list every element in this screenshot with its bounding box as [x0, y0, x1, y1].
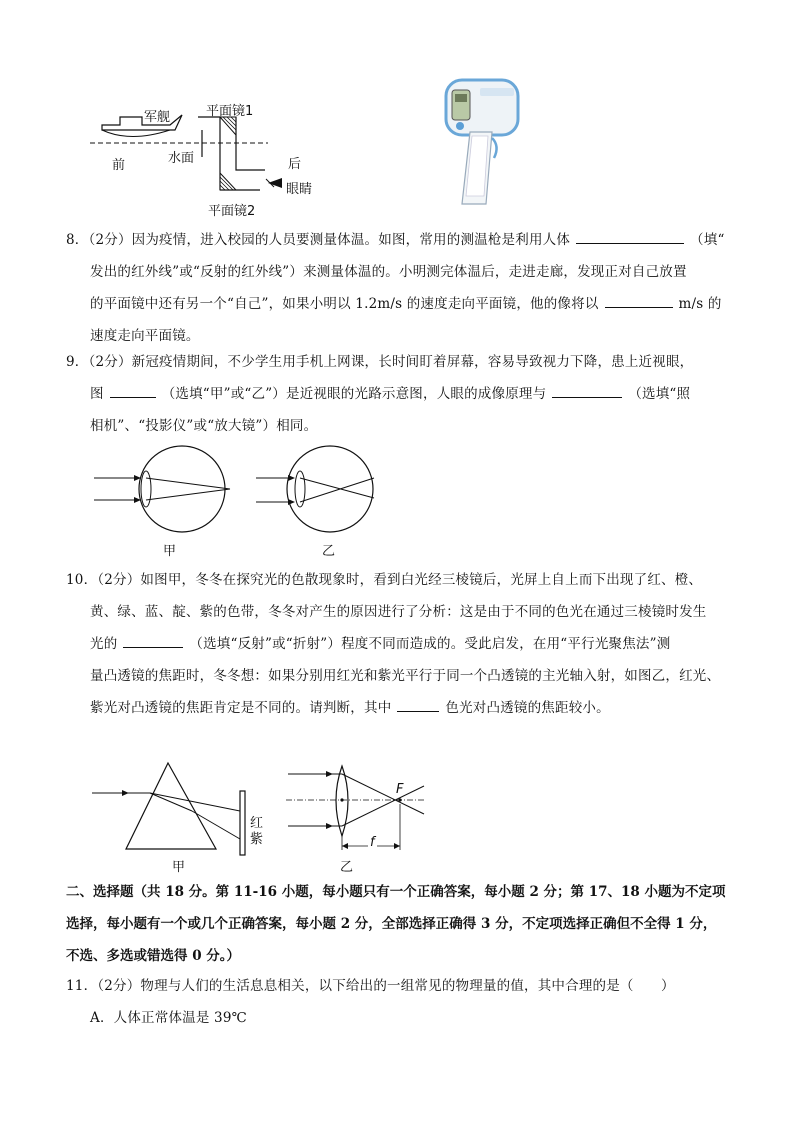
- q9-line2b: （选填“甲”或“乙”）是近视眼的光路示意图，人眼的成像原理与: [161, 386, 547, 402]
- q10-blank1[interactable]: [123, 633, 183, 648]
- q10-line1-text: 如图甲，冬冬在探究光的色散现象时，看到白光经三棱镜后，光屏上自上而下出现了红、橙、: [140, 572, 703, 588]
- q9-fig-jia-label: 甲: [163, 544, 177, 559]
- question-9: [66, 346, 728, 442]
- q10-score: （2分）: [97, 572, 141, 588]
- q10-line5b: 色光对凸透镜的焦距较小。: [445, 700, 610, 716]
- q10-fig-yi-label: 乙: [340, 860, 354, 875]
- q10-fig-jia-label: 甲: [172, 860, 186, 875]
- eye-diagrams: [90, 445, 390, 535]
- q10-number: 10．: [66, 572, 98, 588]
- eye-label: 眼睛: [286, 182, 313, 197]
- q10-red-label: 红: [250, 816, 264, 831]
- q11-stem: [66, 970, 728, 1002]
- q9-blank1[interactable]: [110, 383, 156, 398]
- q8-text2: （填“: [690, 232, 725, 248]
- q9-line1: [66, 346, 728, 378]
- q9-number: 9．: [66, 354, 89, 370]
- section2-line3: 不选、多选或错选得 0 分。）: [66, 948, 241, 964]
- section2-line1: 二、选择题（共 18 分。第 11-16 小题，每小题只有一个正确答案，每小题 2 分；第 17、18 小题为不定项: [66, 884, 726, 900]
- back-label: 后: [288, 157, 302, 172]
- q9-fig-yi-label: 乙: [322, 544, 336, 559]
- water-label: 水面: [168, 151, 195, 166]
- question-10: [66, 564, 728, 724]
- q10-line2: 黄、绿、蓝、靛、紫的色带，冬冬对产生的原因进行了分析：这是由于不同的色光在通过三棱镜时发生: [90, 604, 707, 620]
- q9-line2: [66, 378, 728, 410]
- q8-line4: 速度走向平面镜。: [90, 328, 200, 344]
- q11-option-a[interactable]: A．人体正常体温是 39℃: [90, 1010, 247, 1026]
- infrared-thermometer-icon: [440, 76, 528, 208]
- q9-line2c: （选填“照: [628, 386, 691, 402]
- q10-line5: [66, 692, 728, 724]
- q10-line3a: 光的: [90, 636, 118, 652]
- q10-line1: [66, 564, 728, 596]
- q10-purple-label: 紫: [250, 832, 264, 847]
- q9-line1-text: 新冠疫情期间，不少学生用手机上网课，长时间盯着屏幕，容易导致视力下降，患上近视眼，: [131, 354, 694, 370]
- front-label: 前: [112, 158, 126, 173]
- q8-score: （2分）: [88, 232, 132, 248]
- question-11: [66, 970, 728, 1034]
- section2-line2: 选择，每小题有一个或几个正确答案，每小题 2 分，全部选择正确得 3 分，不定项选择正确但不全得 1 分，: [66, 916, 717, 932]
- mirror1-label: 平面镜1: [206, 104, 254, 119]
- q9-blank2[interactable]: [552, 383, 622, 398]
- q10-line5a: 紫光对凸透镜的焦距肯定是不同的。请判断，其中: [90, 700, 392, 716]
- q8-line1: [66, 224, 728, 256]
- q10-focus-F-label: F: [396, 782, 404, 797]
- q10-blank2[interactable]: [397, 697, 439, 712]
- q8-number: 8．: [66, 232, 89, 248]
- q10-line3b: （选填“反射”或“折射”）程度不同而造成的。受此启发，在用“平行光聚焦法”测: [189, 636, 671, 652]
- q8-line2: 发出的红外线”或“反射的红外线”）来测量体温的。小明测完体温后，走进走廊，发现正对自己放置: [90, 264, 687, 280]
- q8-text1: 因为疫情，进入校园的人员要测量体温。如图，常用的测温枪是利用人体: [131, 232, 571, 248]
- q10-line3: [66, 628, 728, 660]
- q11-score: （2分）: [97, 978, 141, 994]
- convex-lens-figure: [282, 760, 432, 855]
- q8-line3a: 的平面镜中还有另一个“自己”，如果小明以 1.2m/s 的速度走向平面镜，他的像将以: [90, 296, 599, 312]
- mirror2-label: 平面镜2: [208, 204, 256, 219]
- q8-line3: [66, 288, 728, 320]
- q9-line2a: 图: [90, 386, 104, 402]
- question-8: [66, 224, 728, 352]
- q8-blank2[interactable]: [605, 293, 673, 308]
- q10-line4: 量凸透镜的焦距时，冬冬想：如果分别用红光和紫光平行于同一个凸透镜的主光轴入射，如图乙，红光、: [90, 668, 721, 684]
- q11-stem-text: 物理与人们的生活息息相关，以下给出的一组常见的物理量的值，其中合理的是（ ）: [140, 978, 675, 994]
- q9-score: （2分）: [88, 354, 132, 370]
- q9-line3: 相机”、“投影仪”或“放大镜”）相同。: [90, 418, 318, 434]
- q8-line3b: m/s 的: [678, 296, 722, 312]
- section-2-header: [66, 876, 734, 972]
- q8-blank1[interactable]: [576, 229, 684, 244]
- q10-focal-f-label: f: [370, 835, 375, 850]
- ship-label: 军舰: [144, 110, 171, 125]
- q11-number: 11．: [66, 978, 98, 994]
